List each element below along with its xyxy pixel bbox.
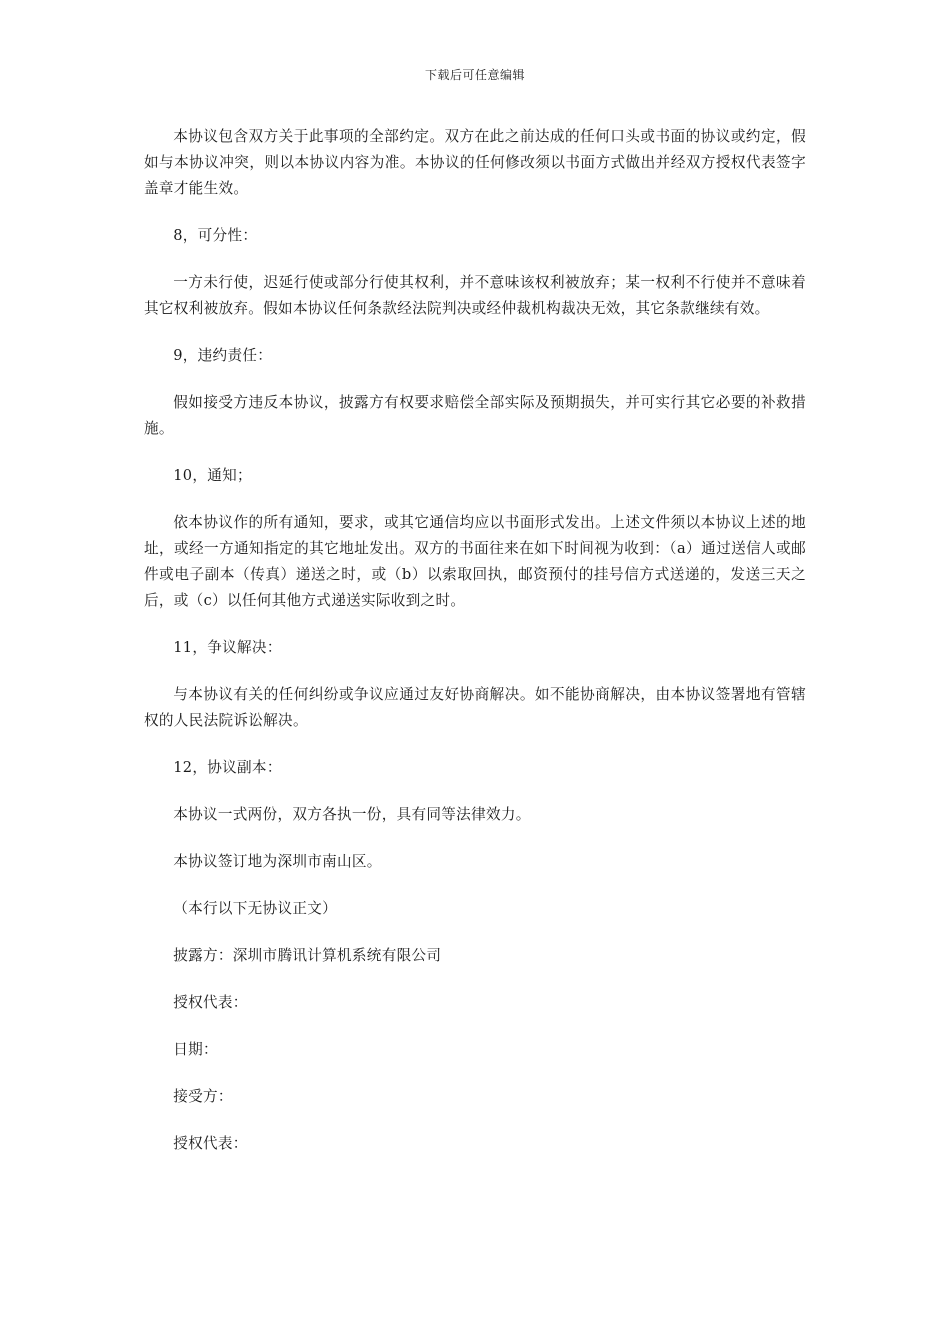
recipient-rep-line: 授权代表：: [173, 1135, 248, 1152]
intro-paragraph: 本协议包含双方关于此事项的全部约定。双方在此之前达成的任何口头或书面的协议或约定，假如与本协议冲突，则以本协议内容为准。本协议的任何修改须以书面方式做出并经双方授权代表签字盖章才能生效。: [144, 128, 806, 197]
document-body: [144, 124, 806, 1157]
section-10-paragraph: 依本协议作的所有通知，要求，或其它通信均应以书面形式发出。上述文件须以本协议上述的地址，或经一方通知指定的其它地址发出。双方的书面往来在如下时间视为收到：（a）通过送信人或邮件或电子副本（传真）递送之时，或（b）以索取回执，邮资预付的挂号信方式送递的，发送三天之后，或（c）以任何其他方式递送实际收到之时。: [144, 514, 806, 609]
section-9-heading: 9，违约责任：: [173, 347, 273, 364]
section-12-line-copies: 本协议一式两份，双方各执一份，具有同等法律效力。: [173, 806, 531, 823]
section-12-line-location: 本协议签订地为深圳市南山区。: [173, 853, 382, 870]
section-9-paragraph: 假如接受方违反本协议，披露方有权要求赔偿全部实际及预期损失，并可实行其它必要的补救措施。: [144, 394, 806, 437]
section-11-heading: 11，争议解决：: [173, 639, 282, 656]
discloser-line: 披露方：深圳市腾讯计算机系统有限公司: [173, 947, 442, 964]
end-of-text-note: （本行以下无协议正文）: [173, 900, 338, 917]
date-line: 日期：: [173, 1041, 218, 1058]
section-8-heading: 8，可分性：: [173, 227, 258, 244]
section-11-paragraph: 与本协议有关的任何纠纷或争议应通过友好协商解决。如不能协商解决，由本协议签署地有管辖权的人民法院诉讼解决。: [144, 686, 806, 729]
discloser-rep-line: 授权代表：: [173, 994, 248, 1011]
section-12-heading: 12，协议副本：: [173, 759, 282, 776]
page-header: 下载后可任意编辑: [424, 68, 525, 82]
recipient-line: 接受方：: [173, 1088, 233, 1105]
section-10-heading: 10，通知；: [173, 467, 252, 484]
section-8-paragraph: 一方未行使，迟延行使或部分行使其权利，并不意味该权利被放弃；某一权利不行使并不意味着其它权利被放弃。假如本协议任何条款经法院判决或经仲裁机构裁决无效，其它条款继续有效。: [144, 274, 806, 317]
